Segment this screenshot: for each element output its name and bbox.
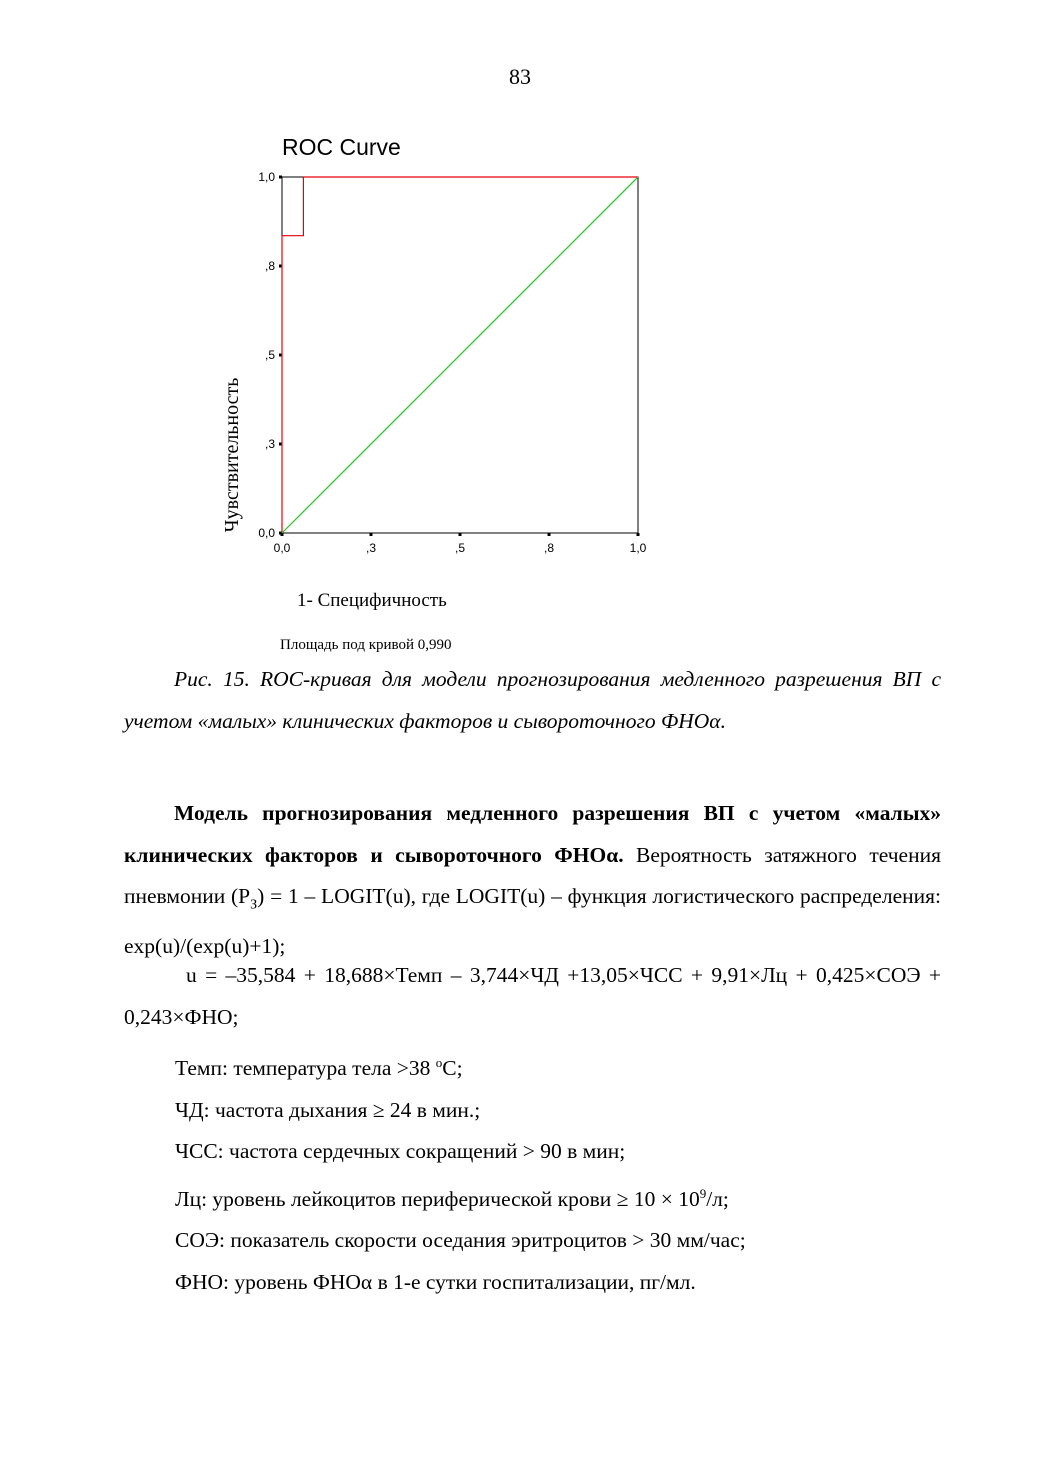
definition-temp [175,1042,746,1090]
definition-lc [175,1173,746,1221]
series-layer [282,177,638,533]
x-axis-label: 1- Специфичность [297,590,447,611]
x-tick-mark [281,533,284,536]
model-subscript: З [250,897,258,913]
roc-chart-svg [210,125,670,615]
variable-definitions [175,1042,746,1303]
y-tick-label: ,8 [264,259,275,273]
degree-sup: о [435,1055,443,1070]
definition-lc-unit: /л; [706,1186,729,1211]
area-under-curve-caption: Площадь под кривой 0,990 [280,637,452,653]
roc-chart [210,125,670,615]
x-tick-label: ,5 [454,541,466,555]
model-body-start: Вероятность затяжного течения пневмонии (Р [124,842,941,908]
y-tick-label: ,5 [264,348,275,362]
x-tick-label: 1,0 [629,541,647,555]
definition-temp-unit: С; [442,1056,463,1081]
x-tick-mark [370,533,373,536]
x-tick-label: ,8 [543,541,555,555]
reference-diagonal-line [282,177,638,533]
page-number: 83 [509,64,531,89]
y-tick-mark [279,176,282,179]
model-paragraph [124,793,941,967]
x-axis-ticks [274,533,647,555]
x-tick-label: 0,0 [273,541,291,555]
x-tick-mark [548,533,551,536]
definition-fno: ФНО: уровень ФНОα в 1-е сутки госпитализации, пг/мл. [175,1269,696,1294]
figure-caption: Рис. 15. ROC-кривая для модели прогнозирования медленного разрешения ВП с учетом «малых» клинических факторов и сывороточного ФНОα. [124,667,941,733]
regression-formula: u = –35,584 + 18,688×Темп – 3,744×ЧД +13,05×ЧСС + 9,91×Лц + 0,425×СОЭ + 0,243×ФНО; [124,963,941,1029]
definition-soe: СОЭ: показатель скорости оседания эритроцитов > 30 мм/час; [175,1228,746,1253]
model-heading: Модель прогнозирования медленного разрешения ВП с учетом «малых» клинических факторов и сывороточного ФНОα. [124,801,941,867]
x-tick-mark [637,533,640,536]
definition-chss: ЧСС: частота сердечных сокращений > 90 в мин; [175,1139,626,1164]
power-sup: 9 [699,1185,707,1201]
y-tick-label: ,3 [264,437,275,451]
x-tick-mark [459,533,462,536]
definition-temp-text: Темп: температура тела >38 [175,1056,436,1081]
y-tick-label: 1,0 [258,170,275,184]
definition-lc-text: Лц: уровень лейкоцитов периферической крови ≥ 10 × 10 [175,1186,700,1211]
y-axis-ticks [258,170,282,540]
definition-chd: ЧД: частота дыхания ≥ 24 в мин.; [175,1097,481,1122]
model-body-end: ) = 1 – LOGIT(u), где LOGIT(u) – функция логистического распределения: exp(u)/(exp(u)+1); [124,884,941,958]
chart-title: ROC Curve [282,134,401,160]
y-tick-label: 0,0 [258,526,275,540]
y-axis-label: Чувствительность [221,377,243,533]
x-tick-label: ,3 [365,541,377,555]
